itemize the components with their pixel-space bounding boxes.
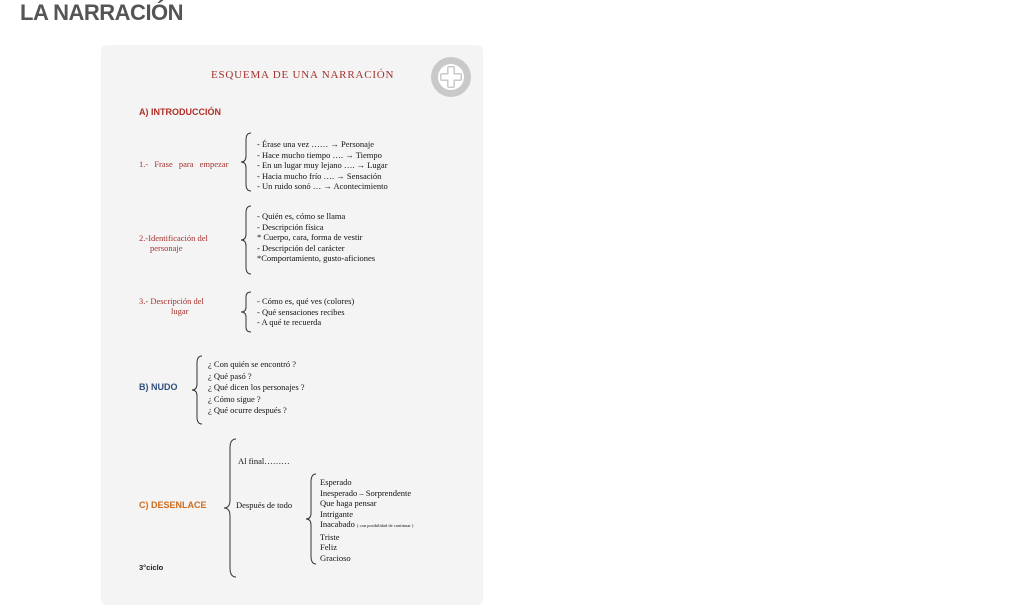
list-item: ¿ Qué ocurre después ?	[208, 405, 287, 415]
desenlace-al-final: Al final………	[238, 456, 290, 466]
intro-group-1-brace	[240, 132, 254, 192]
intro-group-3-label: 3.- Descripción del lugar	[139, 296, 204, 316]
list-item: Inesperado – Sorprendente	[320, 487, 412, 498]
desenlace-outcomes-brace	[305, 473, 319, 565]
intro-group-2-brace	[240, 205, 254, 275]
list-item: Esperado	[320, 477, 352, 487]
page-title: LA NARRACIÓN	[20, 0, 184, 25]
list-item: Triste	[320, 531, 340, 542]
list-item: *Comportamiento, gusto-aficiones	[257, 253, 376, 263]
intro-group-2-list	[257, 211, 375, 264]
list-item: - Cómo es, qué ves (colores)	[257, 296, 355, 306]
list-item: - Descripción física	[257, 221, 324, 232]
list-item: - Érase una vez …… → Personaje	[257, 139, 375, 149]
list-item: * Cuerpo, cara, forma de vestir	[257, 232, 363, 242]
section-nudo-heading: B) NUDO	[139, 382, 178, 392]
desenlace-outcomes-list	[320, 477, 413, 563]
list-item: - Qué sensaciones recibes	[257, 306, 345, 317]
list-item: - Descripción del carácter	[257, 242, 345, 253]
intro-group-3-list	[257, 296, 354, 328]
list-item: - A qué te recuerda	[257, 317, 322, 327]
desenlace-despues-de-todo: Después de todo	[236, 500, 293, 510]
list-item: Inacabado ( con posibilidad de continuar )	[320, 519, 414, 529]
list-item: - Hace mucho tiempo …. → Tiempo	[257, 149, 382, 160]
scheme-title: ESQUEMA DE UNA NARRACIÓN	[211, 69, 395, 81]
nudo-brace	[191, 355, 205, 425]
list-item: ¿ Qué dicen los personajes ?	[208, 382, 305, 392]
list-item: Que haga pensar	[320, 498, 377, 508]
inacabado-note: ( con posibilidad de continuar )	[357, 523, 414, 528]
scheme-image[interactable]	[101, 45, 483, 605]
list-item: Intrigante	[320, 508, 354, 519]
list-item: - Hacia mucho frío …. → Sensación	[257, 170, 382, 181]
list-item: Gracioso	[320, 552, 351, 563]
list-item: Feliz	[320, 542, 337, 552]
section-introduccion-heading: A) INTRODUCCIÓN	[139, 107, 221, 117]
list-item: - Un ruido sonó … → Acontecimiento	[257, 181, 388, 191]
nudo-list	[208, 359, 305, 417]
intro-group-1-label: 1.- Frase para empezar	[139, 159, 229, 169]
list-item: ¿ Con quién se encontró ?	[208, 359, 297, 369]
plus-circle-icon	[431, 57, 471, 97]
footer-ciclo: 3°ciclo	[139, 563, 164, 572]
intro-group-1-list	[257, 139, 388, 192]
section-desenlace-heading: C) DESENLACE	[139, 500, 207, 510]
list-item: - Quién es, cómo se llama	[257, 211, 346, 221]
list-item: ¿ Qué pasó ?	[208, 370, 252, 381]
intro-group-3-brace	[240, 291, 254, 333]
zoom-button[interactable]	[431, 57, 471, 97]
list-item: ¿ Cómo sigue ?	[208, 393, 261, 404]
intro-group-2-label: 2.-Identificación del personaje	[139, 233, 208, 253]
list-item: - En un lugar muy lejano …. → Lugar	[257, 160, 388, 170]
